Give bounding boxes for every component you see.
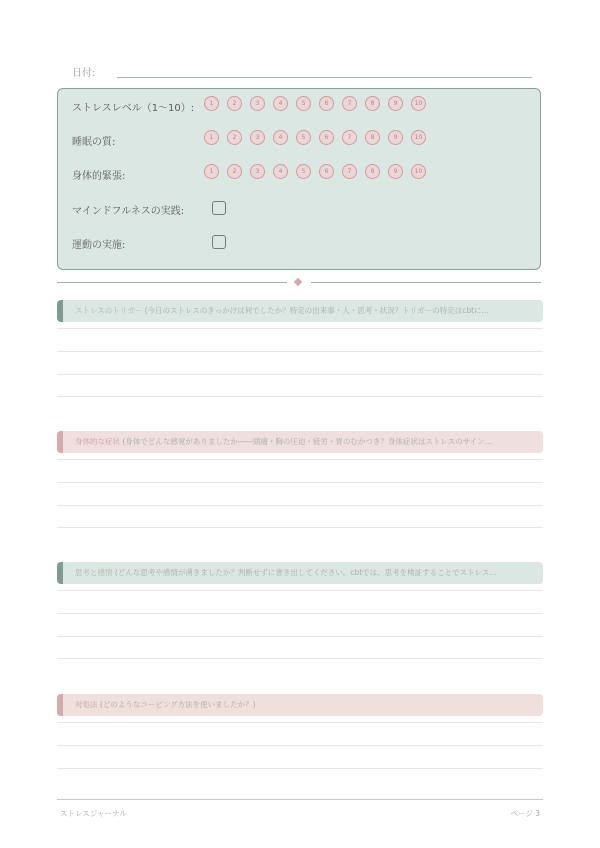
section-title: 思考と感情 bbox=[75, 568, 113, 577]
exercise-checkbox[interactable] bbox=[212, 235, 226, 249]
writing-line[interactable] bbox=[57, 658, 543, 659]
date-label: 日付: bbox=[72, 68, 96, 79]
rating-circle[interactable]: 3 bbox=[250, 96, 265, 111]
rating-circle[interactable]: 4 bbox=[273, 164, 288, 179]
section-prompt: (身体でどんな感覚がありましたか――頭痛・胸の圧迫・疲労・胃のむかつき？身体症状はストレスのサイン... bbox=[122, 437, 492, 446]
rating-circle[interactable]: 1 bbox=[204, 130, 219, 145]
rating-circle[interactable]: 2 bbox=[227, 130, 242, 145]
stress-level-label: ストレスレベル（1〜10）: bbox=[72, 103, 195, 114]
rating-circle[interactable]: 6 bbox=[319, 130, 334, 145]
section-coping bbox=[57, 694, 543, 716]
rating-circle[interactable]: 3 bbox=[250, 164, 265, 179]
rating-circle[interactable]: 10 bbox=[411, 96, 426, 111]
rating-circle[interactable]: 8 bbox=[365, 164, 380, 179]
section-header bbox=[57, 300, 543, 322]
diamond-ornament-icon bbox=[294, 278, 302, 286]
writing-line[interactable] bbox=[57, 505, 543, 506]
rating-circle[interactable]: 7 bbox=[342, 164, 357, 179]
rating-circle[interactable]: 7 bbox=[342, 96, 357, 111]
footer-divider bbox=[57, 799, 543, 800]
daily-tracker-panel bbox=[57, 88, 541, 270]
rating-circle[interactable]: 8 bbox=[365, 130, 380, 145]
ornament-divider bbox=[57, 279, 541, 287]
writing-line[interactable] bbox=[57, 722, 543, 723]
rating-circle[interactable]: 5 bbox=[296, 164, 311, 179]
mindfulness-checkbox[interactable] bbox=[212, 201, 226, 215]
rating-circle[interactable]: 2 bbox=[227, 164, 242, 179]
footer-title: ストレスジャーナル bbox=[60, 809, 127, 818]
rating-circle[interactable]: 4 bbox=[273, 96, 288, 111]
rating-circle[interactable]: 9 bbox=[388, 130, 403, 145]
section-title: 対処法 bbox=[75, 700, 98, 709]
sleep-quality-scale bbox=[204, 130, 434, 145]
section-header bbox=[57, 562, 543, 584]
writing-line[interactable] bbox=[57, 351, 543, 352]
writing-line[interactable] bbox=[57, 374, 543, 375]
mindfulness-label: マインドフルネスの実践: bbox=[72, 206, 185, 217]
section-header bbox=[57, 431, 543, 453]
writing-line[interactable] bbox=[57, 328, 543, 329]
sleep-quality-label: 睡眠の質: bbox=[72, 137, 116, 148]
writing-line[interactable] bbox=[57, 768, 543, 769]
writing-line[interactable] bbox=[57, 482, 543, 483]
physical-tension-label: 身体的緊張: bbox=[72, 171, 126, 182]
section-accent-bar bbox=[57, 300, 63, 322]
stress-level-scale bbox=[204, 96, 434, 111]
rating-circle[interactable]: 5 bbox=[296, 96, 311, 111]
rating-circle[interactable]: 2 bbox=[227, 96, 242, 111]
divider-line-left bbox=[57, 282, 287, 283]
section-prompt: (今日のストレスのきっかけは何でしたか？特定の出来事・人・思考・状況？トリガーの特定はcbtに... bbox=[144, 306, 489, 315]
rating-circle[interactable]: 9 bbox=[388, 96, 403, 111]
section-stress-trigger bbox=[57, 300, 543, 322]
rating-circle[interactable]: 1 bbox=[204, 164, 219, 179]
section-physical-symptoms bbox=[57, 431, 543, 453]
writing-line[interactable] bbox=[57, 527, 543, 528]
date-input-line[interactable] bbox=[117, 77, 532, 78]
section-title: 身体的な症状 bbox=[75, 437, 120, 446]
rating-circle[interactable]: 10 bbox=[411, 164, 426, 179]
rating-circle[interactable]: 8 bbox=[365, 96, 380, 111]
section-title: ストレスのトリガー bbox=[75, 306, 143, 315]
section-prompt: (どのようなコーピング方法を使いましたか？) bbox=[99, 700, 256, 709]
section-accent-bar bbox=[57, 431, 63, 453]
section-accent-bar bbox=[57, 694, 63, 716]
rating-circle[interactable]: 7 bbox=[342, 130, 357, 145]
section-thoughts-feelings bbox=[57, 562, 543, 584]
rating-circle[interactable]: 9 bbox=[388, 164, 403, 179]
page-number: ページ 3 bbox=[510, 809, 540, 818]
section-header bbox=[57, 694, 543, 716]
rating-circle[interactable]: 10 bbox=[411, 130, 426, 145]
rating-circle[interactable]: 4 bbox=[273, 130, 288, 145]
divider-line-right bbox=[311, 282, 541, 283]
rating-circle[interactable]: 1 bbox=[204, 96, 219, 111]
rating-circle[interactable]: 6 bbox=[319, 164, 334, 179]
writing-line[interactable] bbox=[57, 396, 543, 397]
exercise-label: 運動の実施: bbox=[72, 240, 126, 251]
rating-circle[interactable]: 3 bbox=[250, 130, 265, 145]
writing-line[interactable] bbox=[57, 745, 543, 746]
physical-tension-scale bbox=[204, 164, 434, 179]
section-prompt: (どんな思考や感情が湧きましたか？判断せずに書き出してください。cbtでは、思考を検証することでストレス... bbox=[114, 568, 497, 577]
writing-line[interactable] bbox=[57, 613, 543, 614]
rating-circle[interactable]: 5 bbox=[296, 130, 311, 145]
writing-line[interactable] bbox=[57, 459, 543, 460]
date-row bbox=[72, 62, 532, 80]
writing-line[interactable] bbox=[57, 590, 543, 591]
rating-circle[interactable]: 6 bbox=[319, 96, 334, 111]
writing-line[interactable] bbox=[57, 636, 543, 637]
section-accent-bar bbox=[57, 562, 63, 584]
